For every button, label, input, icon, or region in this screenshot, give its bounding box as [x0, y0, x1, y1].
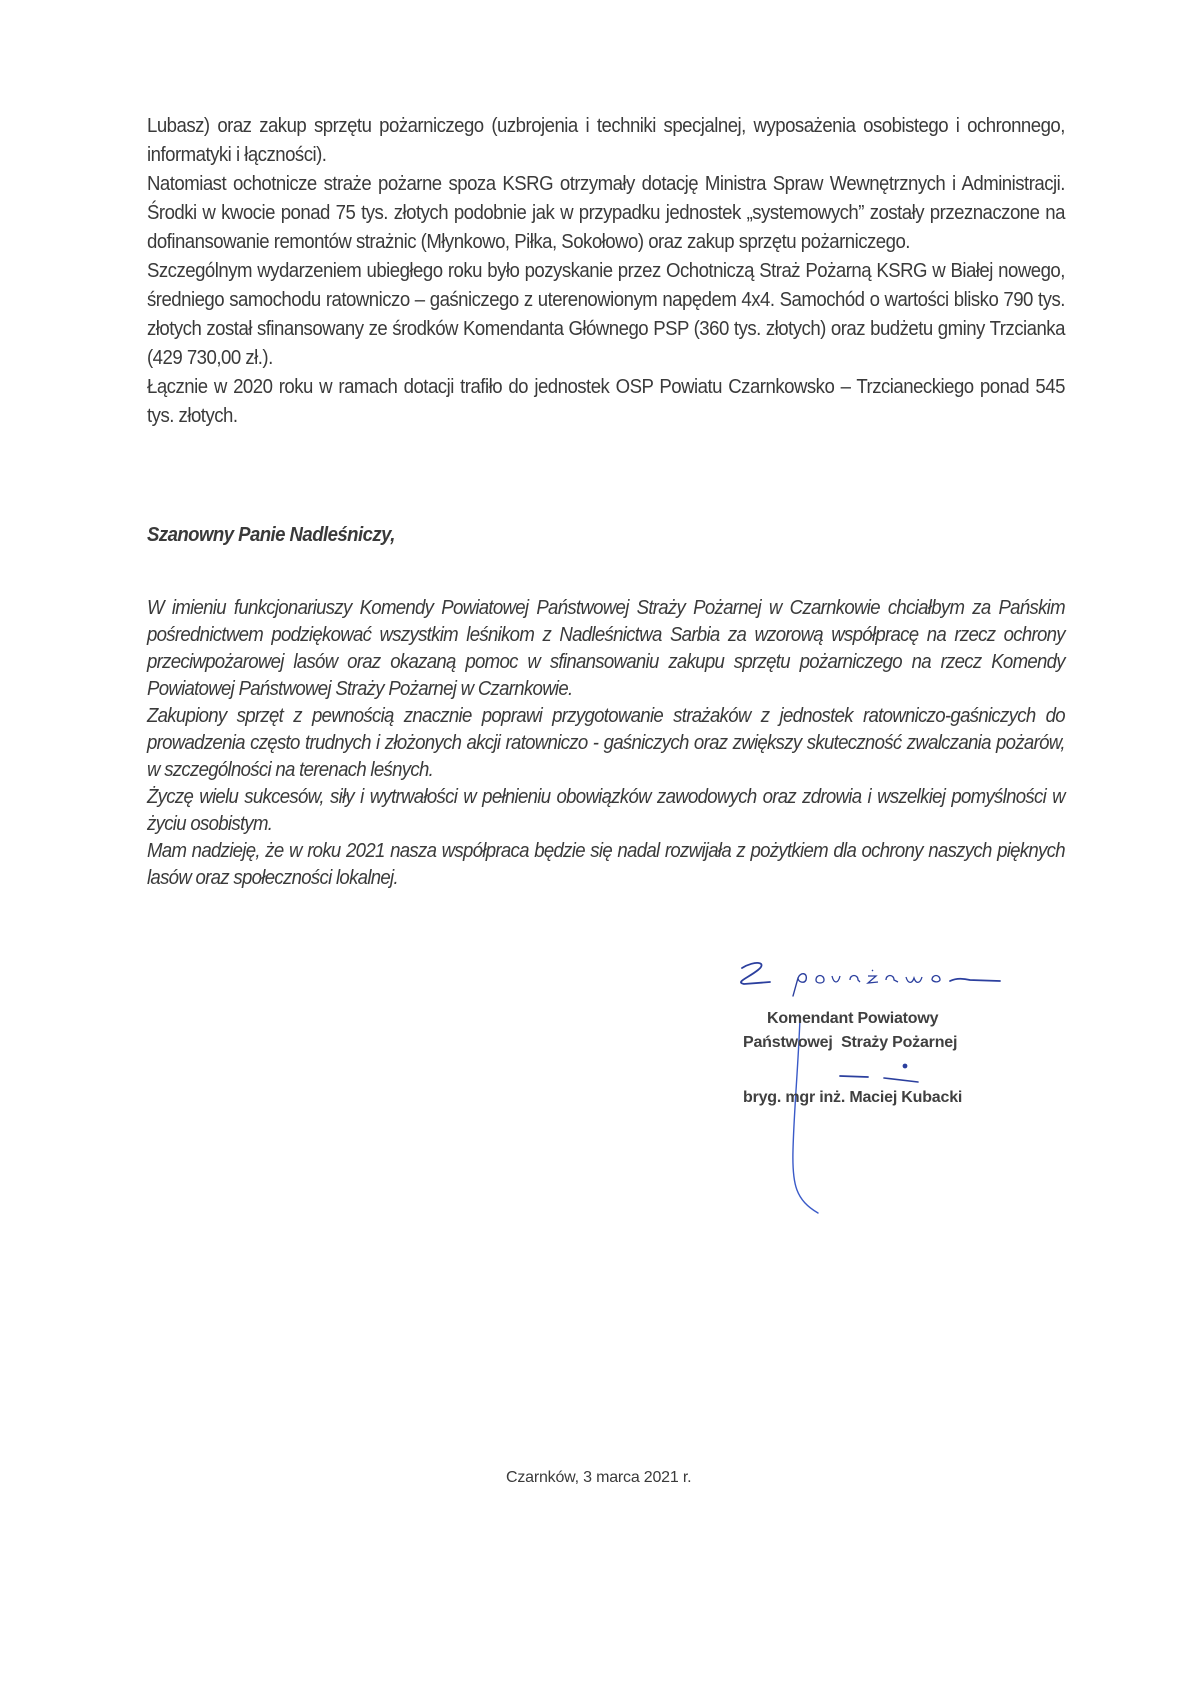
paragraph-wishes: Życzę wielu sukcesów, siły i wytrwałości w pełnieniu obowiązków zawodowych oraz zdrowia i wszelkiej pomyślności w życiu osobistym. [147, 786, 1065, 835]
place-and-date: Czarnków, 3 marca 2021 r. [506, 1469, 692, 1486]
paragraph-total-grants: Łącznie w 2020 roku w ramach dotacji trafiło do jednostek OSP Powiatu Czarnkowsko – Trzcianeckiego ponad 545 tys. złotych. [147, 376, 1065, 427]
paragraph-biala-vehicle: Szczególnym wydarzeniem ubiegłego roku było pozyskanie przez Ochotniczą Straż Pożarną KSRG w Białej nowego, średniego samochodu ratowniczo – gaśniczego z uterenowionym napędem 4x4. Samochód o wartości blisko 790 tys. złotych został sfinansowany ze środków Komendanta Głównego PSP (360 tys. złotych) oraz budżetu gminy Trzcianka (429 730,00 zł.). [147, 260, 1065, 369]
letter-body [147, 112, 1065, 431]
paragraph-non-ksrg-grants: Natomiast ochotnicze straże pożarne spoza KSRG otrzymały dotację Ministra Spraw Wewnętrznych i Administracji. Środki w kwocie ponad 75 tys. złotych podobnie jak w przypadku jednostek „systemowych” zostały przeznaczone na dofinansowanie remontów strażnic (Młynkowo, Piłka, Sokołowo) oraz zakup sprzętu pożarniczego. [147, 173, 1065, 253]
signatory-name: bryg. mgr inż. Maciej Kubacki [743, 1089, 963, 1106]
paragraph-equipment: Lubasz) oraz zakup sprzętu pożarniczego (uzbrojenia i techniki specjalnej, wyposażenia osobistego i ochronnego, informatyki i łączności). [147, 115, 1065, 166]
paragraph-equipment-impact: Zakupiony sprzęt z pewnością znacznie poprawi przygotowanie strażaków z jednostek ratowniczo-gaśniczych do prowadzenia często trudnych i złożonych akcji ratowniczo - gaśniczych oraz zwiększy skuteczność zwalczania pożarów, w szczególności na terenach leśnych. [147, 705, 1065, 781]
salutation: Szanowny Panie Nadleśniczy, [147, 524, 395, 546]
paragraph-future-cooperation: Mam nadzieję, że w roku 2021 nasza współpraca będzie się nadal rozwijała z pożytkiem dla ochrony naszych pięknych lasów oraz społeczności lokalnej. [147, 840, 1065, 889]
thanks-section [147, 595, 1065, 892]
signature-block [700, 950, 1100, 1240]
paragraph-thanks: W imieniu funkcjonariuszy Komendy Powiatowej Państwowej Straży Pożarnej w Czarnkowie chciałbym za Pańskim pośrednictwem podziękować wszystkim leśnikom z Nadleśnictwa Sarbia za wzorową współpracę na rzecz ochrony przeciwpożarowej lasów oraz okazaną pomoc w sfinansowaniu zakupu sprzętu pożarniczego na rzecz Komendy Powiatowej Państwowej Straży Pożarnej w Czarnkowie. [147, 597, 1065, 700]
signatory-title-line-1: Komendant Powiatowy [767, 1010, 939, 1027]
signatory-title-line-2: Państwowej Straży Pożarnej [743, 1034, 958, 1051]
